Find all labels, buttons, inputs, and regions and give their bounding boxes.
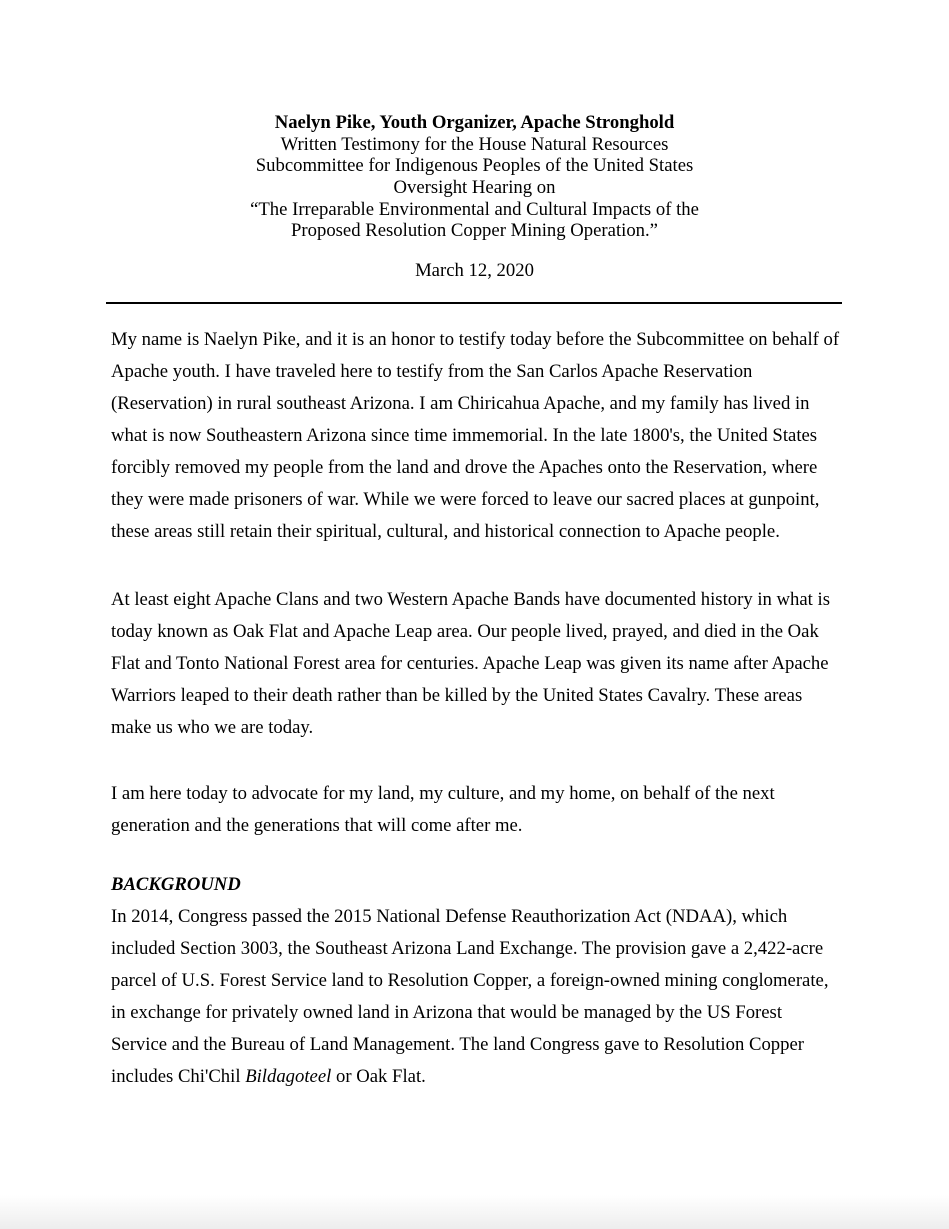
header-divider-rule	[106, 302, 842, 304]
paragraph-introduction	[111, 324, 838, 548]
header-title: Naelyn Pike, Youth Organizer, Apache Stronghold	[274, 112, 675, 133]
text-line: what is now Southeastern Arizona since time immemorial. In the late 1800's, the United States	[111, 424, 818, 446]
header-subtitle-line: Written Testimony for the House Natural Resources	[280, 133, 669, 155]
document-content	[111, 112, 838, 1093]
text-line: Apache youth. I have traveled here to testify from the San Carlos Apache Reservation	[111, 360, 753, 382]
text-line: At least eight Apache Clans and two Western Apache Bands have documented history in what is	[111, 588, 831, 610]
text-line: Service and the Bureau of Land Management. The land Congress gave to Resolution Copper	[111, 1033, 804, 1055]
paragraph-apache-history	[111, 584, 838, 744]
final-line-before-italic: includes Chi'Chil	[111, 1065, 246, 1087]
text-line: parcel of U.S. Forest Service land to Resolution Copper, a foreign-owned mining conglomerate,	[111, 969, 829, 991]
text-line: today known as Oak Flat and Apache Leap area. Our people lived, prayed, and died in the Oak	[111, 620, 819, 642]
text-line: they were made prisoners of war. While we were forced to leave our sacred places at gunpoint,	[111, 488, 820, 510]
text-line: forcibly removed my people from the land and drove the Apaches onto the Reservation, where	[111, 456, 818, 478]
document-date: March 12, 2020	[415, 260, 534, 282]
text-line: generation and the generations that will come after me.	[111, 814, 523, 836]
header-subtitle-line: Proposed Resolution Copper Mining Operation.”	[291, 220, 658, 242]
text-line: Flat and Tonto National Forest area for centuries. Apache Leap was given its name after Apache	[111, 652, 829, 674]
document-header	[111, 112, 838, 242]
text-line: included Section 3003, the Southeast Arizona Land Exchange. The provision gave a 2,422-acre	[111, 937, 824, 959]
text-line: these areas still retain their spiritual, cultural, and historical connection to Apache people.	[111, 520, 780, 542]
paragraph-advocacy	[111, 778, 838, 842]
section-heading-background: BACKGROUND	[111, 873, 241, 895]
text-line: Warriors leaped to their death rather than be killed by the United States Cavalry. These areas	[111, 684, 803, 706]
text-line: My name is Naelyn Pike, and it is an honor to testify today before the Subcommittee on behalf of	[111, 328, 840, 350]
text-line: make us who we are today.	[111, 716, 314, 738]
page-bottom-edge-shadow	[0, 1195, 949, 1229]
text-line: I am here today to advocate for my land, my culture, and my home, on behalf of the next	[111, 782, 775, 804]
header-subtitle-line: “The Irreparable Environmental and Cultural Impacts of the	[250, 198, 699, 220]
text-line: (Reservation) in rural southeast Arizona. I am Chiricahua Apache, and my family has lived in	[111, 392, 810, 414]
final-line-italic-term: Bildagoteel	[245, 1065, 332, 1087]
header-subtitle-line: Subcommittee for Indigenous Peoples of the United States	[255, 155, 694, 177]
text-line: in exchange for privately owned land in Arizona that would be managed by the US Forest	[111, 1001, 783, 1023]
text-line-final	[111, 1061, 838, 1093]
final-line-after-italic: or Oak Flat.	[331, 1065, 426, 1087]
header-subtitle-line: Oversight Hearing on	[393, 177, 556, 199]
text-line: In 2014, Congress passed the 2015 National Defense Reauthorization Act (NDAA), which	[111, 905, 788, 927]
paragraph-background	[111, 901, 838, 1093]
